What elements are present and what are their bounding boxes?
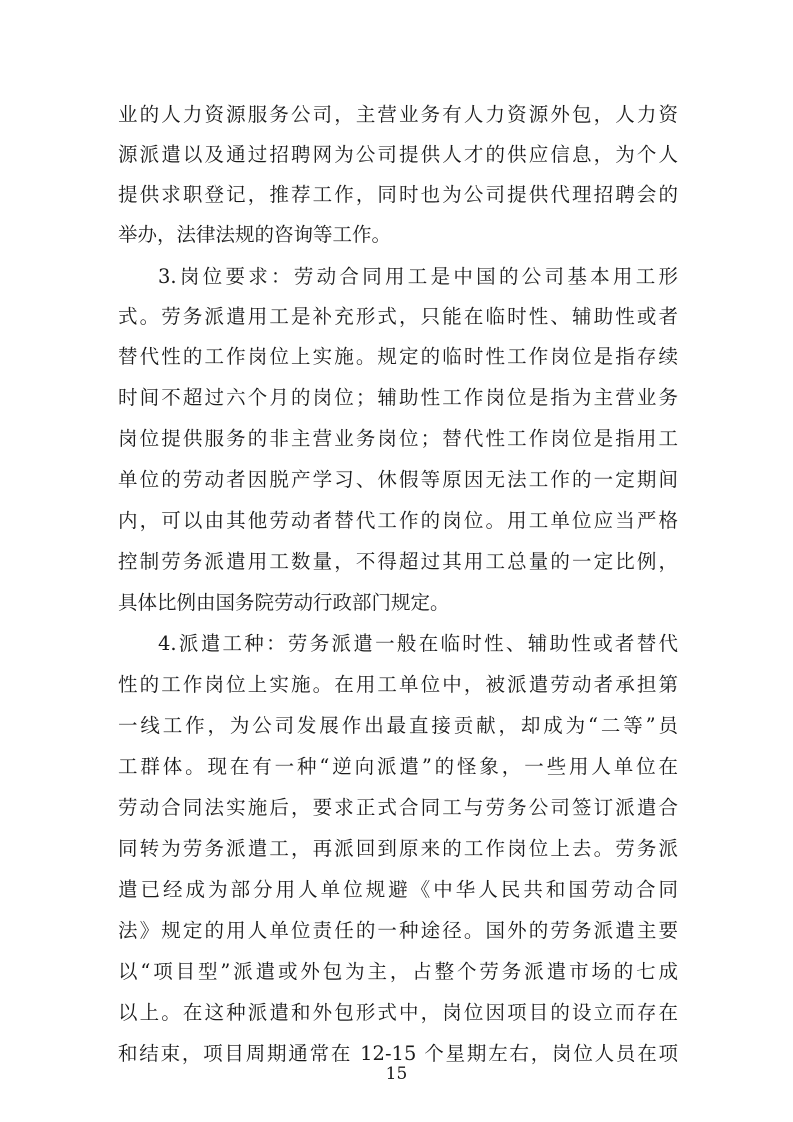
paragraph-heading-line: 4.派遣工种：劳务派遣一般在临时性、辅助性或者替代 [158, 632, 678, 655]
text-line: 源派遣以及通过招聘网为公司提供人才的供应信息，为个人 [118, 143, 678, 166]
text-line: 和结束，项目周期通常在 12-15 个星期左右，岗位人员在项 [118, 1042, 678, 1065]
text-line: 一线工作，为公司发展作出最直接贡献，却成为“二等”员 [118, 714, 678, 737]
text-line: 时间不超过六个月的岗位；辅助性工作岗位是指为主营业务 [118, 386, 678, 409]
text-line: 控制劳务派遣用工数量，不得超过其用工总量的一定比例， [118, 550, 678, 573]
text-line: 遣已经成为部分用人单位规避《中华人民共和国劳动合同 [118, 878, 678, 901]
text-line: 工群体。现在有一种“逆向派遣”的怪象，一些用人单位在 [118, 755, 678, 778]
text-line: 式。劳务派遣用工是补充形式，只能在临时性、辅助性或者 [118, 305, 678, 328]
text-line: 同转为劳务派遣工，再派回到原来的工作岗位上去。劳务派 [118, 837, 678, 860]
text-line: 提供求职登记，推荐工作，同时也为公司提供代理招聘会的 [118, 183, 678, 206]
text-line: 劳动合同法实施后，要求正式合同工与劳务公司签订派遣合 [118, 796, 678, 819]
text-line: 业的人力资源服务公司，主营业务有人力资源外包，人力资 [118, 103, 678, 126]
text-line: 内，可以由其他劳动者替代工作的岗位。用工单位应当严格 [118, 509, 678, 532]
text-line: 单位的劳动者因脱产学习、休假等原因无法工作的一定期间 [118, 468, 678, 491]
text-line: 举办，法律法规的咨询等工作。 [118, 223, 392, 246]
text-line: 具体比例由国务院劳动行政部门规定。 [118, 591, 450, 614]
text-line: 替代性的工作岗位上实施。规定的临时性工作岗位是指存续 [118, 345, 678, 368]
page-number: 15 [385, 1064, 408, 1084]
text-line: 以“项目型”派遣或外包为主，占整个劳务派遣市场的七成 [118, 960, 678, 983]
text-line: 以上。在这种派遣和外包形式中，岗位因项目的设立而存在 [118, 1001, 678, 1024]
text-line: 岗位提供服务的非主营业务岗位；替代性工作岗位是指用工 [118, 427, 678, 450]
text-line: 法》规定的用人单位责任的一种途径。国外的劳务派遣主要 [118, 919, 678, 942]
text-line: 性的工作岗位上实施。在用工单位中，被派遣劳动者承担第 [118, 673, 678, 696]
paragraph-heading-line: 3.岗位要求：劳动合同用工是中国的公司基本用工形 [158, 265, 678, 288]
